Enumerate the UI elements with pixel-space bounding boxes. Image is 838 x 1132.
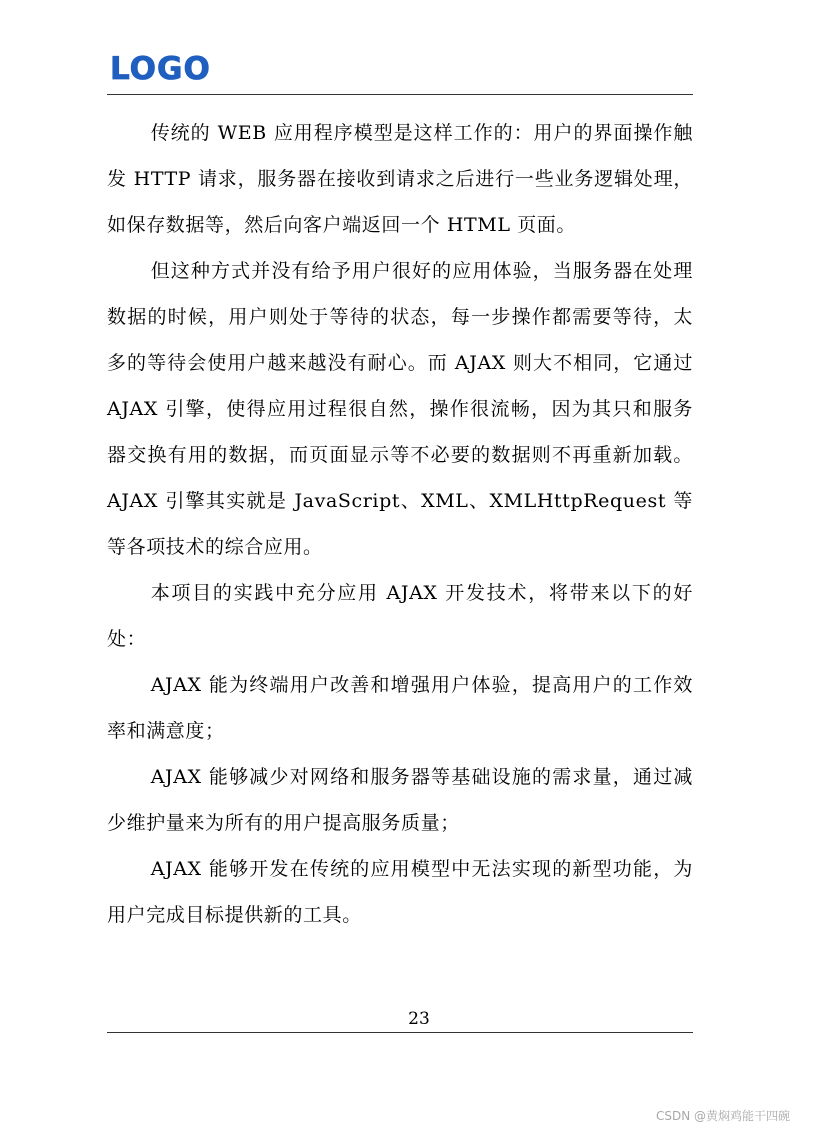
paragraph: 本项目的实践中充分应用 AJAX 开发技术，将带来以下的好处：	[107, 582, 693, 650]
paragraph: AJAX 能为终端用户改善和增强用户体验，提高用户的工作效率和满意度；	[107, 674, 693, 742]
footer-divider	[107, 1032, 693, 1033]
document-body	[107, 110, 693, 938]
header-divider	[107, 94, 693, 95]
watermark: CSDN @黄焖鸡能干四碗	[655, 1109, 790, 1123]
page-number: 23	[408, 1009, 430, 1029]
paragraph: AJAX 能够开发在传统的应用模型中无法实现的新型功能，为用户完成目标提供新的工具。	[107, 858, 693, 926]
logo	[110, 50, 211, 87]
paragraph: AJAX 能够减少对网络和服务器等基础设施的需求量，通过减少维护量来为所有的用户提高服务质量；	[107, 766, 693, 834]
logo-graphic	[110, 50, 211, 87]
paragraph: 传统的 WEB 应用程序模型是这样工作的：用户的界面操作触发 HTTP 请求，服务器在接收到请求之后进行一些业务逻辑处理，如保存数据等，然后向客户端返回一个 HTML 页面。	[107, 122, 693, 236]
logo-text: LOGO	[110, 51, 211, 87]
paragraph: 但这种方式并没有给予用户很好的应用体验，当服务器在处理数据的时候，用户则处于等待的状态，每一步操作都需要等待，太多的等待会使用户越来越没有耐心。而 AJAX 则大不相同，它通过 AJAX 引擎，使得应用过程很自然，操作很流畅，因为其只和服务器交换有用的数据，而页面显示等不必要的数据则不再重新加载。AJAX 引擎其实就是 JavaScript、XML、XMLHttpRequest 等等各项技术的综合应用。	[107, 260, 693, 558]
